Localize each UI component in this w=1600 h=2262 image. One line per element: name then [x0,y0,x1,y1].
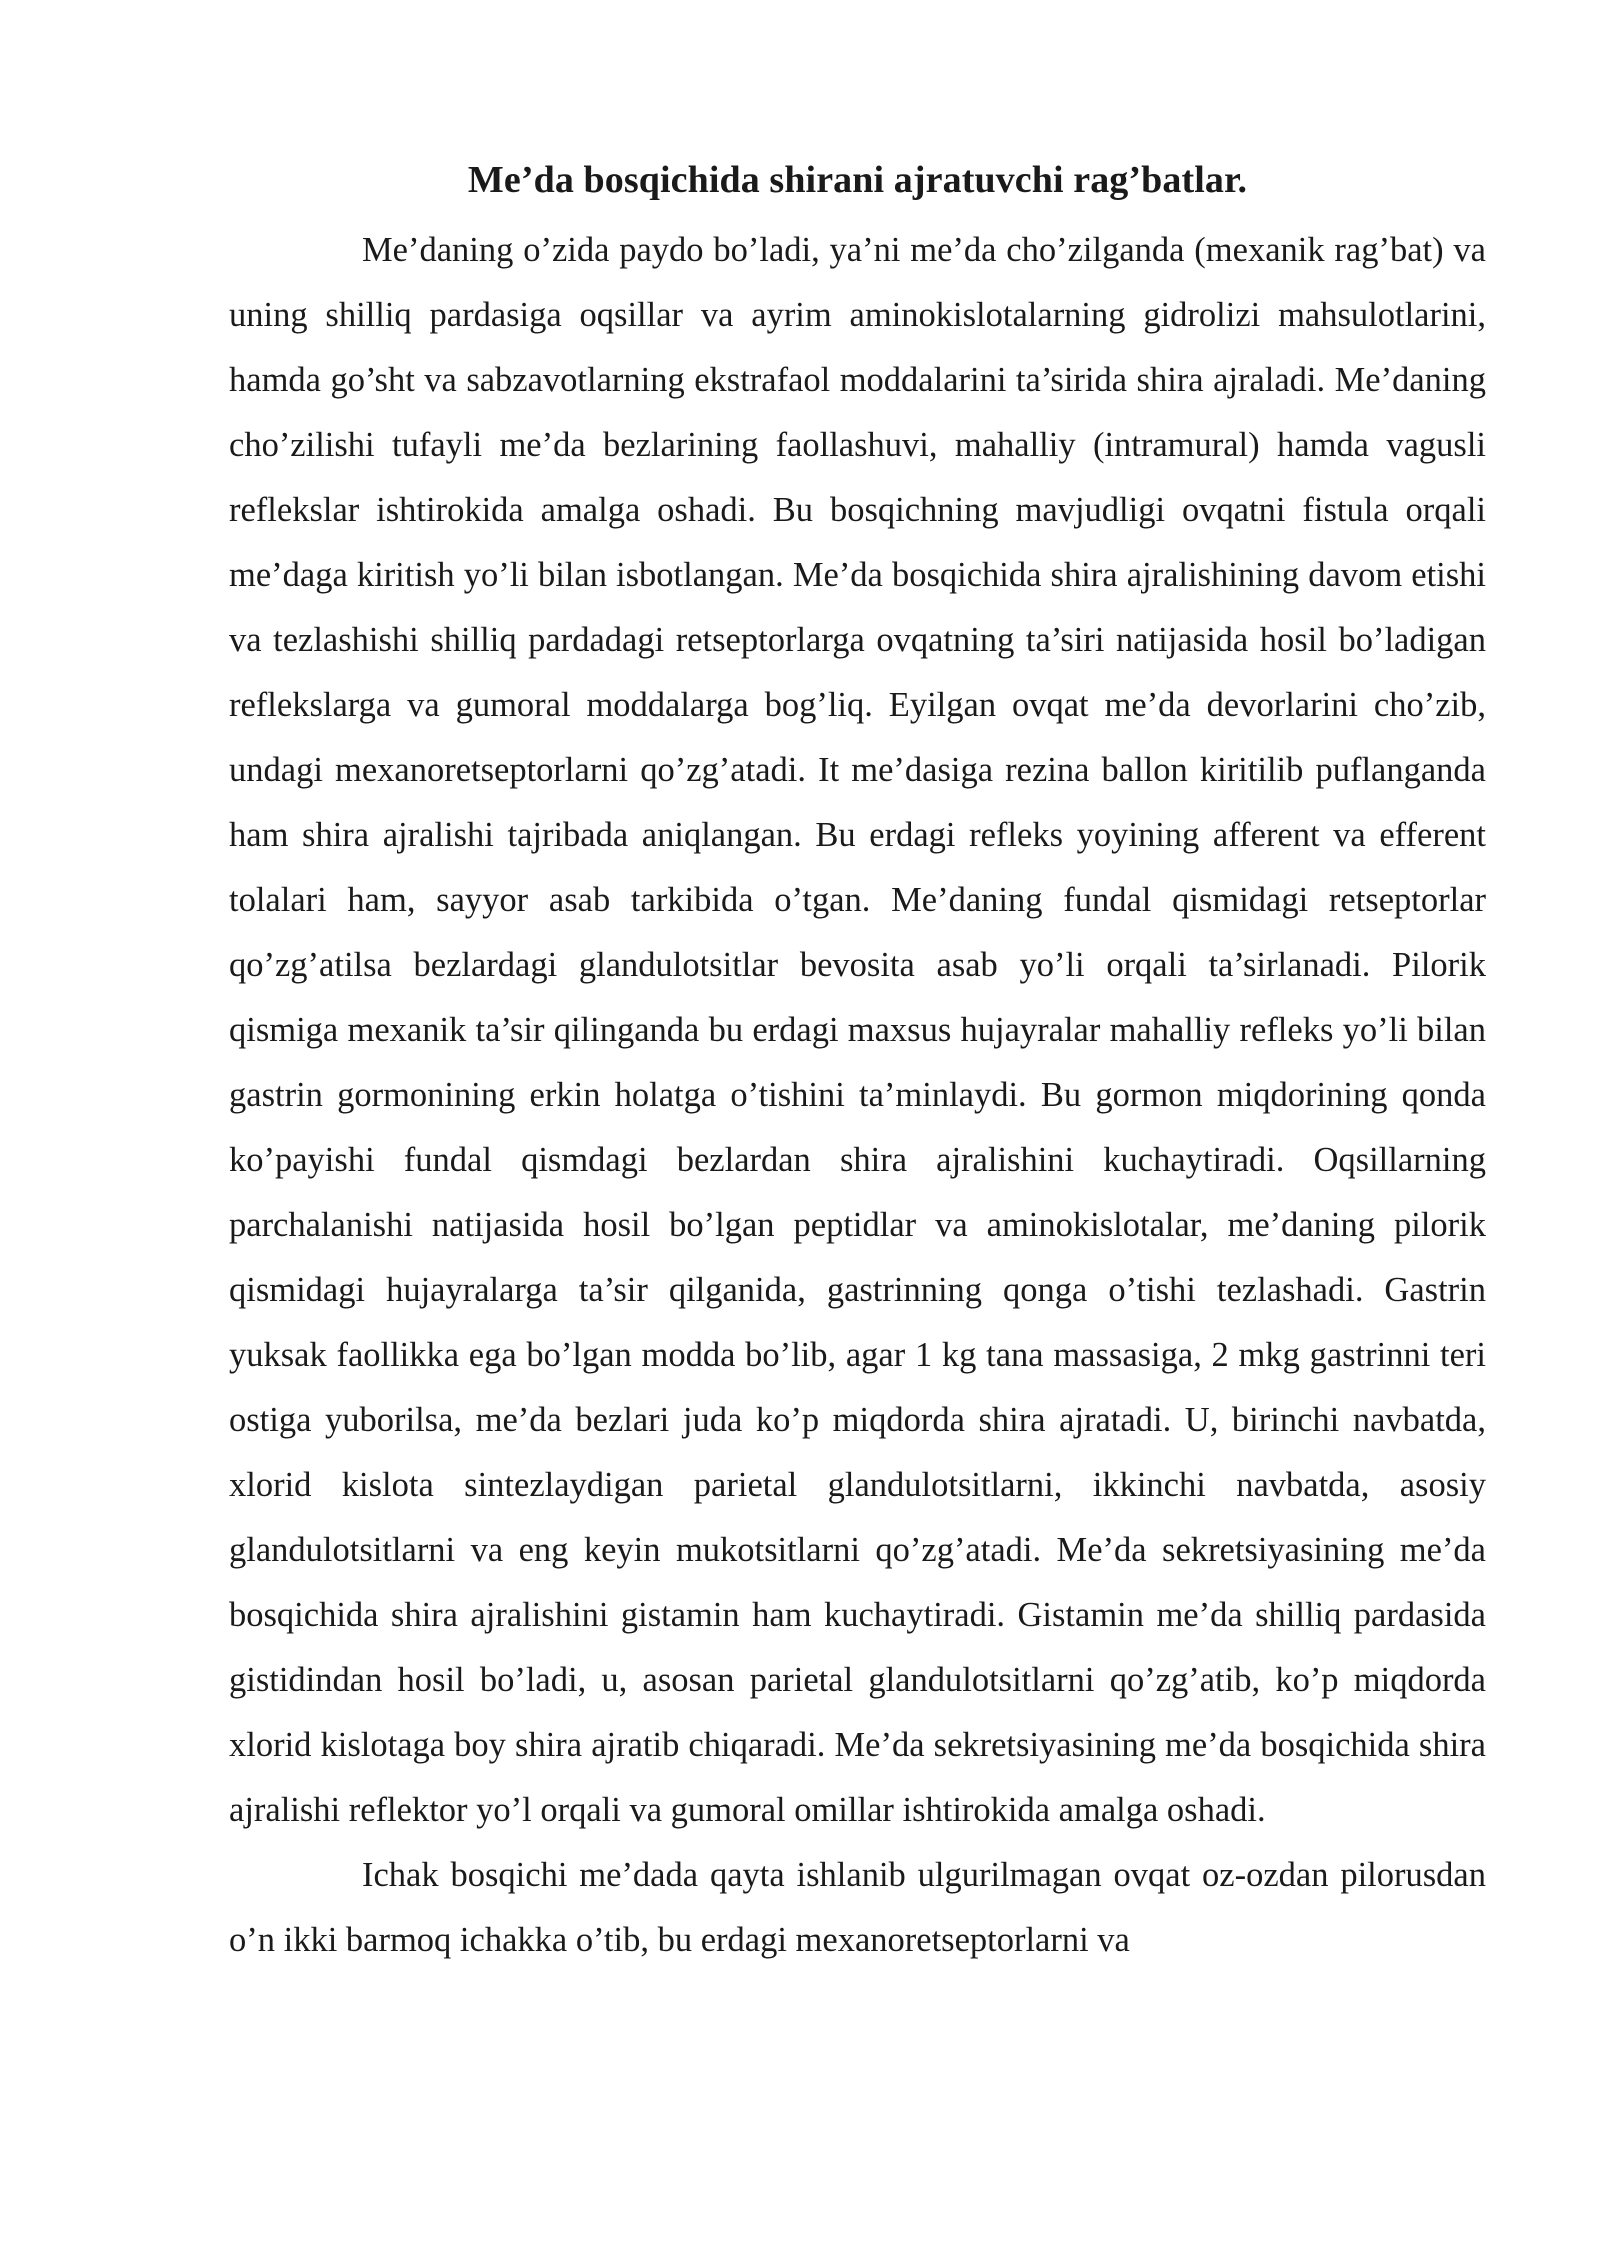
paragraph-intestinal-phase: Ichak bosqichi me’dada qayta ishlanib ulgurilmagan ovqat oz-ozdan pilorusdan o’n ikki barmoq ichakka o’tib, bu erdagi mexanoretseptorlarni va [229,1856,1486,1959]
paragraph-gastric-phase: Me’daning o’zida paydo bo’ladi, ya’ni me’da cho’zilganda (mexanik rag’bat) va uning shilliq pardasiga oqsillar va ayrim aminokislotalarning gidrolizi mahsulotlarini, hamda go’sht va sabzavotlarning ekstrafaol moddalarini ta’sirida shira ajraladi. Me’daning cho’zilishi tufayli me’da bezlarining faollashuvi, mahalliy (intramural) hamda vagusli reflekslar ishtirokida amalga oshadi. Bu bosqichning mavjudligi ovqatni fistula orqali me’daga kiritish yo’li bilan isbotlangan. Me’da bosqichida shira ajralishining davom etishi va tezlashishi shilliq pardadagi retseptorlarga ovqatning ta’siri natijasida hosil bo’ladigan reflekslarga va gumoral moddalarga bog’liq. Eyilgan ovqat me’da devorlarini cho’zib, undagi mexanoretseptorlarni qo’zg’atadi. It me’dasiga rezina ballon kiritilib puflanganda ham shira ajralishi tajribada aniqlangan. Bu erdagi refleks yoyining afferent va efferent tolalari ham, sayyor asab tarkibida o’tgan. Me’daning fundal qismidagi retseptorlar qo’zg’atilsa bezlardagi glandulotsitlar bevosita asab yo’li orqali ta’sirlanadi. Pilorik qismiga mexanik ta’sir qilinganda bu erdagi maxsus hujayralar mahalliy refleks yo’li bilan gastrin gormonining erkin holatga o’tishini ta’minlaydi. Bu gormon miqdorining qonda ko’payishi fundal qismdagi bezlardan shira ajralishini kuchaytiradi. Oqsillarning parchalanishi natijasida hosil bo’lgan peptidlar va aminokislotalar, me’daning pilorik qismidagi hujayralarga ta’sir qilganida, gastrinning qonga o’tishi tezlashadi. Gastrin yuksak faollikka ega bo’lgan modda bo’lib, agar 1 kg tana massasiga, 2 mkg gastrinni teri ostiga yuborilsa, me’da bezlari juda ko’p miqdorda shira ajratadi. U, birinchi navbatda, xlorid kislota sintezlaydigan parietal glandulotsitlarni, ikkinchi navbatda, asosiy glandulotsitlarni va eng keyin mukotsitlarni qo’zg’atadi. Me’da sekretsiyasining me’da bosqichida shira ajralishini gistamin ham kuchaytiradi. Gistamin me’da shilliq pardasida gistidindan hosil bo’ladi, u, asosan parietal glandulotsitlarni qo’zg’atib, ko’p miqdorda xlorid kislotaga boy shira ajratib chiqaradi. Me’da sekretsiyasining me’da bosqichida shira ajralishi reflektor yo’l orqali va gumoral omillar ishtirokida amalga oshadi. [229,231,1486,1829]
document-body [229,150,1486,1973]
document-title: Me’da bosqichida shirani ajratuvchi rag’batlar. [467,159,1248,201]
